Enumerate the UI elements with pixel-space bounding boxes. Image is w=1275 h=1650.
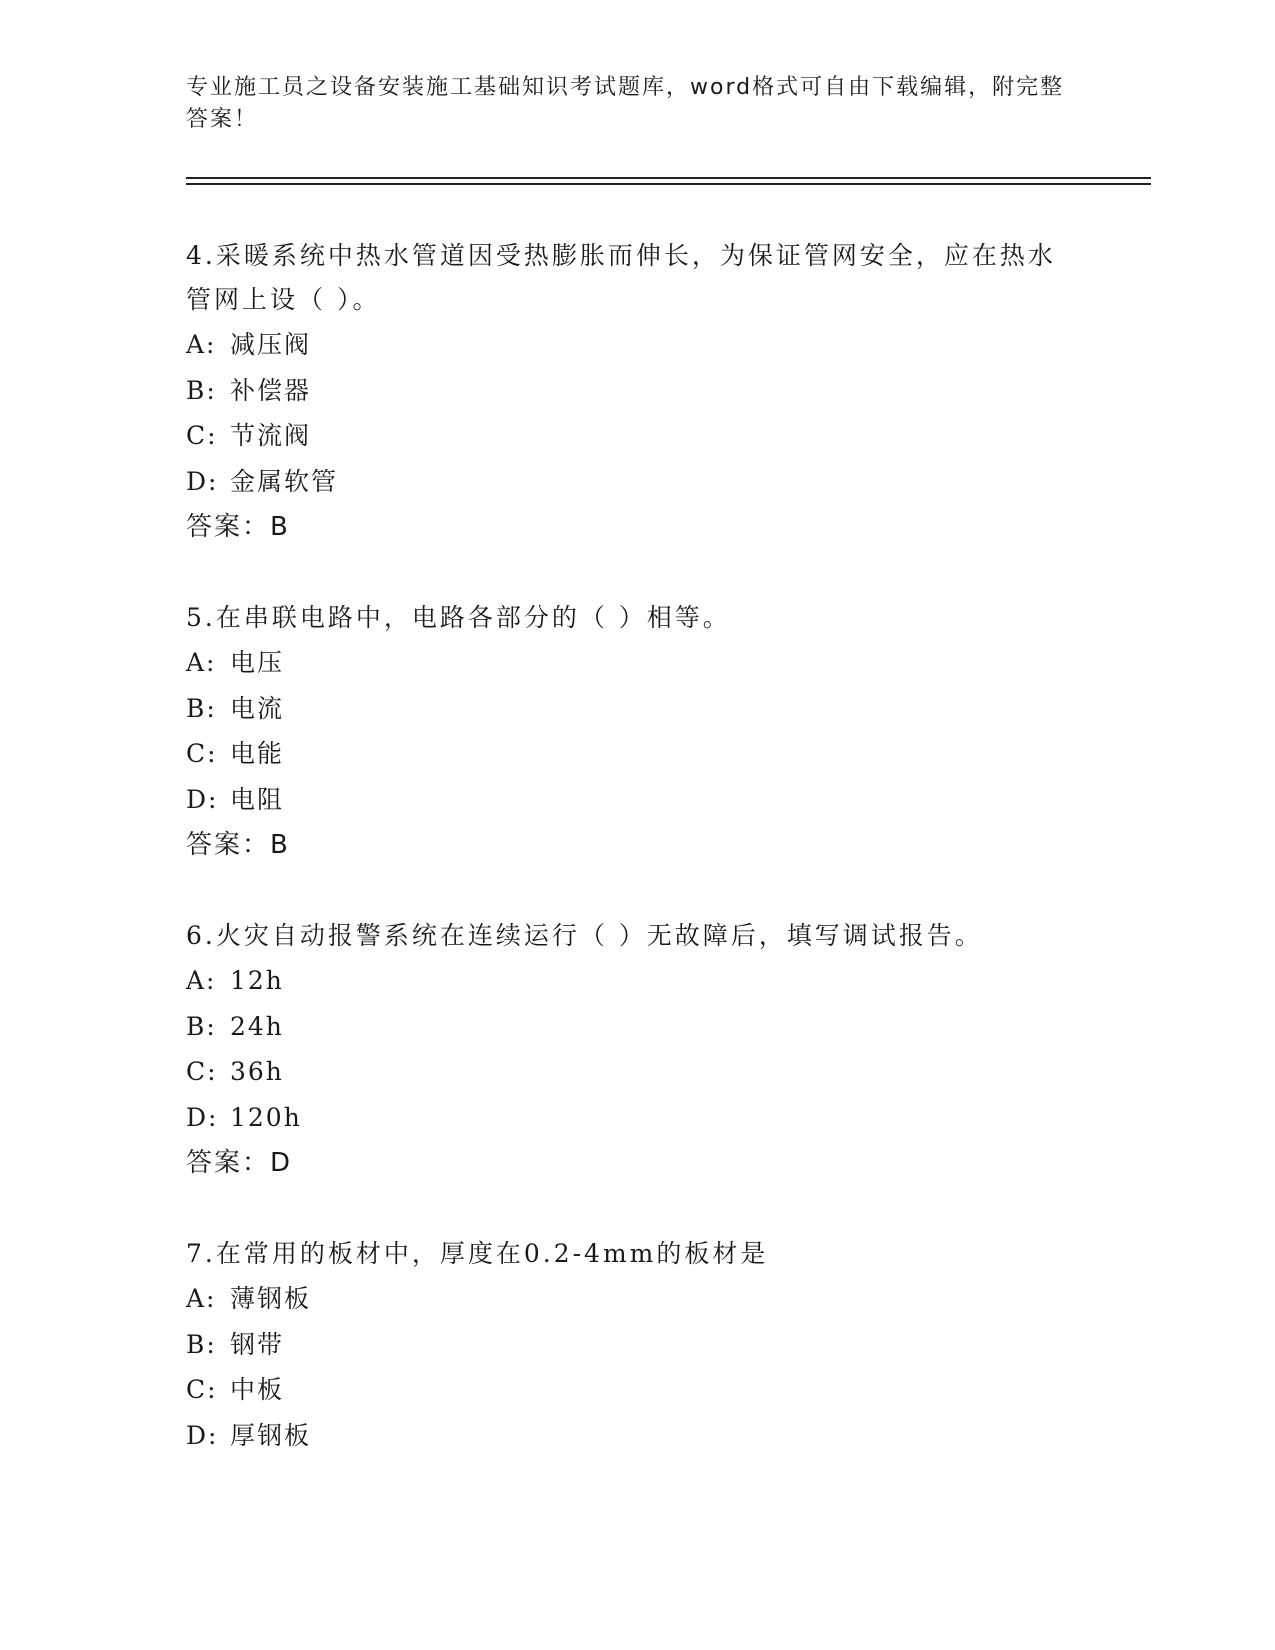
header-divider-top bbox=[186, 177, 1151, 179]
option-b bbox=[186, 368, 1066, 414]
option-a bbox=[186, 958, 1066, 1004]
option-key: C: bbox=[186, 421, 218, 450]
option-text: 电阻 bbox=[230, 784, 285, 814]
option-key: C: bbox=[186, 1057, 218, 1086]
option-text: 薄钢板 bbox=[230, 1284, 312, 1313]
document-header: 专业施工员之设备安装施工基础知识考试题库，word格式可自由下载编辑，附完整答案！ bbox=[186, 75, 1065, 132]
question-7 bbox=[186, 1232, 1066, 1458]
option-d bbox=[186, 1095, 1066, 1141]
option-text: 电流 bbox=[230, 693, 285, 723]
option-text: 24h bbox=[230, 1011, 284, 1041]
option-a bbox=[186, 322, 1066, 368]
option-c bbox=[186, 1367, 1066, 1413]
option-a bbox=[186, 1276, 1066, 1322]
option-d bbox=[186, 459, 1066, 505]
question-stem: 5.在串联电路中，电路各部分的（ ）相等。 bbox=[186, 603, 731, 632]
option-text: 12h bbox=[230, 966, 284, 995]
option-key: A: bbox=[186, 1284, 217, 1313]
option-b bbox=[186, 1322, 1066, 1368]
option-text: 电能 bbox=[230, 739, 285, 768]
question-stem: 6.火灾自动报警系统在连续运行（ ）无故障后，填写调试报告。 bbox=[186, 921, 983, 950]
option-text: 金属软管 bbox=[230, 466, 339, 496]
question-stem: 4.采暖系统中热水管道因受热膨胀而伸长，为保证管网安全，应在热水管网上设（ ）。 bbox=[186, 241, 1056, 314]
option-key: A: bbox=[186, 330, 217, 359]
header-divider-bottom bbox=[186, 183, 1151, 185]
answer-line: 答案：B bbox=[186, 512, 290, 542]
option-text: 中板 bbox=[230, 1375, 285, 1404]
option-text: 补偿器 bbox=[230, 375, 312, 405]
option-b bbox=[186, 1004, 1066, 1050]
option-text: 钢带 bbox=[230, 1329, 285, 1359]
option-key: B: bbox=[186, 693, 217, 723]
question-stem: 7.在常用的板材中，厚度在0.2-4mm的板材是 bbox=[186, 1239, 769, 1268]
option-a bbox=[186, 640, 1066, 686]
option-b bbox=[186, 686, 1066, 732]
question-5 bbox=[186, 596, 1066, 868]
option-key: D: bbox=[186, 1420, 219, 1450]
option-text: 节流阀 bbox=[230, 421, 312, 450]
option-d bbox=[186, 1413, 1066, 1459]
question-4 bbox=[186, 234, 1066, 550]
option-key: A: bbox=[186, 648, 217, 677]
option-c bbox=[186, 1049, 1066, 1095]
option-key: D: bbox=[186, 466, 219, 496]
option-d bbox=[186, 777, 1066, 823]
option-key: B: bbox=[186, 1011, 217, 1041]
option-key: B: bbox=[186, 1329, 217, 1359]
option-c bbox=[186, 731, 1066, 777]
option-text: 36h bbox=[230, 1057, 284, 1086]
option-key: C: bbox=[186, 739, 218, 768]
option-text: 120h bbox=[230, 1102, 302, 1132]
question-6 bbox=[186, 914, 1066, 1186]
option-text: 厚钢板 bbox=[230, 1420, 312, 1450]
answer-line: 答案：D bbox=[186, 1148, 293, 1178]
answer-line: 答案：B bbox=[186, 830, 290, 860]
option-key: D: bbox=[186, 784, 219, 814]
option-key: D: bbox=[186, 1102, 219, 1132]
option-c bbox=[186, 413, 1066, 459]
option-text: 减压阀 bbox=[230, 330, 312, 359]
option-text: 电压 bbox=[230, 648, 285, 677]
option-key: A: bbox=[186, 966, 217, 995]
option-key: B: bbox=[186, 375, 217, 405]
option-key: C: bbox=[186, 1375, 218, 1404]
